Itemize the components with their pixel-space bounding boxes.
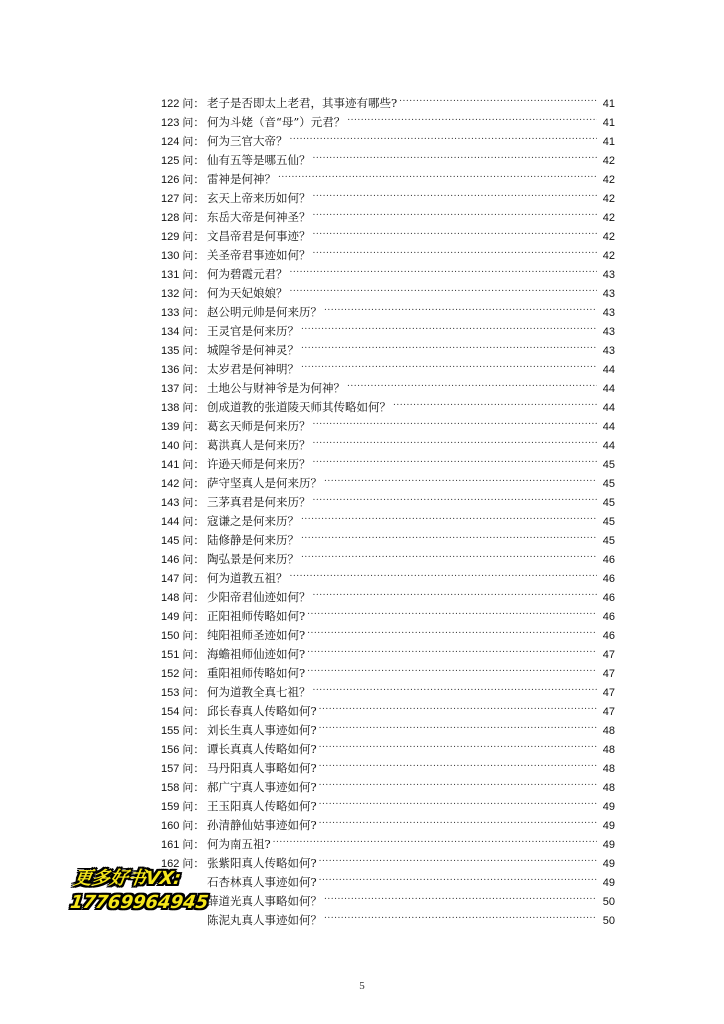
toc-entry-number: 158 问： <box>161 782 205 794</box>
toc-entry-title: 陶弘景是何来历？ <box>207 552 299 566</box>
toc-entry-leader <box>313 145 598 164</box>
toc-entry-leader <box>319 791 597 810</box>
toc-entry-leader <box>313 183 598 202</box>
toc-entry-page: 45 <box>602 535 615 547</box>
toc-entry-leader <box>399 88 597 107</box>
toc-entry-page: 43 <box>602 345 615 357</box>
toc-entry-page: 49 <box>602 820 615 832</box>
toc-entry[interactable] <box>161 88 615 110</box>
toc-entry-number: 155 问： <box>161 725 205 737</box>
toc-entry-leader <box>319 753 597 772</box>
toc-entry-title: 创成道教的张道陵天师其传略如何？ <box>207 400 391 414</box>
toc-entry-number: 123 问： <box>161 117 205 129</box>
toc-entry-number: 137 问： <box>161 383 205 395</box>
toc-entry-leader <box>319 810 597 829</box>
toc-entry-title: 关圣帝君事迹如何？ <box>207 248 311 262</box>
toc-entry-page: 45 <box>602 459 615 471</box>
toc-entry-leader <box>324 297 597 316</box>
toc-entry-page: 48 <box>602 725 615 737</box>
toc-entry-leader <box>313 449 598 468</box>
toc-entry-title: 葛洪真人是何来历？ <box>207 438 311 452</box>
toc-entry-number: 147 问： <box>161 573 205 585</box>
toc-entry-leader <box>324 905 597 924</box>
toc-entry-number: 128 问： <box>161 212 205 224</box>
toc-entry-title: 刘长生真人事迹如何? <box>207 723 317 737</box>
toc-entry-leader <box>319 867 597 886</box>
toc-entry-title: 薛道光真人事略如何？ <box>207 894 322 908</box>
toc-entry-title: 何为斗姥（音“母”）元君？ <box>207 115 346 129</box>
toc-entry-number: 125 问： <box>161 155 205 167</box>
toc-entry-leader <box>319 715 597 734</box>
toc-entry-leader <box>307 639 597 658</box>
toc-entry-number: 153 问： <box>161 687 205 699</box>
toc-entry-leader <box>278 164 597 183</box>
toc-entry-page: 46 <box>602 611 615 623</box>
toc-entry-page: 44 <box>602 421 615 433</box>
toc-entry-title: 陆修静是何来历？ <box>207 533 299 547</box>
toc-entry-page: 48 <box>602 744 615 756</box>
toc-entry-leader <box>347 373 597 392</box>
toc-entry-number: 134 问： <box>161 326 205 338</box>
toc-entry-number: 140 问： <box>161 440 205 452</box>
toc-entry-leader <box>307 601 597 620</box>
toc-entry-title: 王灵官是何来历？ <box>207 324 299 338</box>
toc-entry-page: 42 <box>602 174 615 186</box>
toc-entry-leader <box>393 392 597 411</box>
toc-entry-page: 46 <box>602 573 615 585</box>
toc-entry-leader <box>313 430 598 449</box>
toc-entry-page: 44 <box>602 383 615 395</box>
toc-entry-page: 48 <box>602 782 615 794</box>
toc-entry-number: 131 问： <box>161 269 205 281</box>
toc-entry-page: 49 <box>602 858 615 870</box>
toc-entry-leader <box>301 316 597 335</box>
toc-entry-number: 152 问： <box>161 668 205 680</box>
toc-entry-number: 162 问： <box>161 858 205 870</box>
toc-entry-page: 41 <box>602 98 615 110</box>
toc-entry-number: 146 问： <box>161 554 205 566</box>
toc-entry-title: 正阳祖师传略如何? <box>207 609 306 623</box>
toc-entry-leader <box>319 848 597 867</box>
toc-entry-number: 143 问： <box>161 497 205 509</box>
toc-entry-number: 149 问： <box>161 611 205 623</box>
toc-entry-leader <box>290 126 598 145</box>
toc-entry-number: 130 问： <box>161 250 205 262</box>
toc-entry-leader <box>347 107 597 126</box>
toc-entry-leader <box>290 563 598 582</box>
toc-entry-leader <box>319 734 597 753</box>
toc-entry-title: 重阳祖师传略如何? <box>207 666 306 680</box>
toc-entry-number: 145 问： <box>161 535 205 547</box>
toc-entry-page: 43 <box>602 307 615 319</box>
toc-entry-number: 124 问： <box>161 136 205 148</box>
toc-entry-page: 47 <box>602 668 615 680</box>
toc-entry-number: 138 问： <box>161 402 205 414</box>
toc-entry-page: 46 <box>602 554 615 566</box>
toc-entry-number: 157 问： <box>161 763 205 775</box>
toc-entry-title: 少阳帝君仙迹如何？ <box>207 590 311 604</box>
toc-entry-page: 42 <box>602 155 615 167</box>
toc-entry-title: 葛玄天师是何来历？ <box>207 419 311 433</box>
toc-entry-title: 东岳大帝是何神圣？ <box>207 210 311 224</box>
toc-entry-leader <box>301 525 597 544</box>
toc-entry-title: 石杏林真人事迹如何? <box>207 875 317 889</box>
toc-entry-leader <box>313 677 598 696</box>
toc-entry-number: 133 问： <box>161 307 205 319</box>
toc-entry-leader <box>319 772 597 791</box>
toc-entry-number: 161 问： <box>161 839 205 851</box>
toc-entry-leader <box>313 582 598 601</box>
toc-entry-title: 仙有五等是哪五仙？ <box>207 153 311 167</box>
toc-entry-page: 45 <box>602 478 615 490</box>
toc-entry-leader <box>319 696 597 715</box>
toc-entry-page: 44 <box>602 364 615 376</box>
toc-entry-page: 47 <box>602 649 615 661</box>
toc-entry-leader <box>273 829 597 848</box>
toc-entry-number: 142 问： <box>161 478 205 490</box>
toc-entry-leader <box>301 354 597 373</box>
toc-entry-title: 谭长真真人传略如何? <box>207 742 317 756</box>
toc-entry-page: 49 <box>602 801 615 813</box>
toc-entry-page: 41 <box>602 117 615 129</box>
toc-entry-page: 43 <box>602 269 615 281</box>
toc-entry-title: 太岁君是何神明？ <box>207 362 299 376</box>
toc-entry-page: 48 <box>602 763 615 775</box>
toc-entry-title: 雷神是何神？ <box>207 172 276 186</box>
toc-entry-title: 郝广宁真人事迹如何? <box>207 780 317 794</box>
toc-entry-page: 43 <box>602 326 615 338</box>
toc-entry-number: 141 问： <box>161 459 205 471</box>
toc-entry-page: 50 <box>602 915 615 927</box>
toc-entry-page: 47 <box>602 687 615 699</box>
toc-entry-leader <box>324 886 597 905</box>
toc-entry-leader <box>313 487 598 506</box>
toc-entry-leader <box>290 259 598 278</box>
toc-entry-title: 何为碧霞元君？ <box>207 267 288 281</box>
toc-entry-leader <box>307 620 597 639</box>
toc-entry-page: 46 <box>602 630 615 642</box>
toc-entry-title: 何为南五祖? <box>207 837 271 851</box>
toc-entry-title: 萨守坚真人是何来历？ <box>207 476 322 490</box>
watermark-line-2: 17769964945 <box>68 892 210 913</box>
toc-entry-title: 陈泥丸真人事迹如何？ <box>207 913 322 927</box>
toc-entry-page: 49 <box>602 839 615 851</box>
toc-entry-title: 纯阳祖师圣迹如何? <box>207 628 306 642</box>
toc-entry-title: 土地公与财神爷是为何神？ <box>207 381 345 395</box>
toc-entry-title: 何为道教五祖？ <box>207 571 288 585</box>
toc-entry-leader <box>313 202 598 221</box>
toc-entry-title: 何为道教全真七祖？ <box>207 685 311 699</box>
toc-entry-leader <box>324 468 597 487</box>
page-number: 5 <box>359 980 365 992</box>
toc-entry-page: 44 <box>602 402 615 414</box>
toc-entry-title: 何为三官大帝？ <box>207 134 288 148</box>
toc-entry-page: 41 <box>602 136 615 148</box>
toc-entry-page: 49 <box>602 877 615 889</box>
toc-entry-page: 46 <box>602 592 615 604</box>
toc-entry-title: 何为天妃娘娘？ <box>207 286 288 300</box>
toc-entry-page: 44 <box>602 440 615 452</box>
toc-entry-leader <box>313 411 598 430</box>
toc-entry-title: 玄天上帝来历如何？ <box>207 191 311 205</box>
toc-entry-title: 文昌帝君是何事迹？ <box>207 229 311 243</box>
toc-entry-title: 海蟾祖师仙迹如何? <box>207 647 306 661</box>
toc-entry-title: 城隍爷是何神灵？ <box>207 343 299 357</box>
toc-entry-number: 156 问： <box>161 744 205 756</box>
toc-entry-leader <box>290 278 598 297</box>
toc-entry-title: 许逊天师是何来历？ <box>207 457 311 471</box>
toc-entry-number: 154 问： <box>161 706 205 718</box>
toc-entry-number: 150 问： <box>161 630 205 642</box>
toc-entry-page: 45 <box>602 497 615 509</box>
toc-entry-leader <box>301 335 597 354</box>
toc-entry-leader <box>313 240 598 259</box>
toc-entry-number: 135 问： <box>161 345 205 357</box>
toc-entry-number: 122 问： <box>161 98 205 110</box>
toc-entry-title: 王玉阳真人传略如何? <box>207 799 317 813</box>
toc-entry-page: 50 <box>602 896 615 908</box>
toc-entry-number: 136 问： <box>161 364 205 376</box>
table-of-contents <box>161 88 615 927</box>
toc-entry-title: 赵公明元帅是何来历？ <box>207 305 322 319</box>
toc-entry-page: 42 <box>602 193 615 205</box>
toc-entry-page: 47 <box>602 706 615 718</box>
toc-entry-leader <box>301 506 597 525</box>
toc-entry-page: 45 <box>602 516 615 528</box>
toc-entry-number: 151 问： <box>161 649 205 661</box>
toc-entry-leader <box>313 221 598 240</box>
toc-entry-number: 126 问： <box>161 174 205 186</box>
toc-entry-leader <box>301 544 597 563</box>
toc-entry-page: 42 <box>602 212 615 224</box>
toc-entry-title: 寇谦之是何来历？ <box>207 514 299 528</box>
toc-entry-title: 孙清静仙姑事迹如何? <box>207 818 317 832</box>
toc-entry-title: 三茅真君是何来历？ <box>207 495 311 509</box>
toc-entry-title: 邱长春真人传略如何? <box>207 704 317 718</box>
toc-entry-number: 139 问： <box>161 421 205 433</box>
toc-entry-leader <box>307 658 597 677</box>
toc-entry-number: 148 问： <box>161 592 205 604</box>
toc-entry-number: 159 问： <box>161 801 205 813</box>
toc-entry-number: 160 问： <box>161 820 205 832</box>
toc-entry-title: 张紫阳真人传略如何? <box>207 856 317 870</box>
watermark <box>69 867 236 915</box>
toc-entry-number: 127 问： <box>161 193 205 205</box>
toc-entry-title: 老子是否即太上老君，其事迹有哪些? <box>207 96 398 110</box>
toc-entry-page: 42 <box>602 250 615 262</box>
toc-entry-number: 132 问： <box>161 288 205 300</box>
toc-entry-number: 129 问： <box>161 231 205 243</box>
toc-entry-page: 42 <box>602 231 615 243</box>
toc-entry-title: 马丹阳真人事略如何? <box>207 761 317 775</box>
watermark-line-1: 更多好书VX: <box>72 868 183 889</box>
toc-entry-number: 144 问： <box>161 516 205 528</box>
toc-entry-page: 43 <box>602 288 615 300</box>
